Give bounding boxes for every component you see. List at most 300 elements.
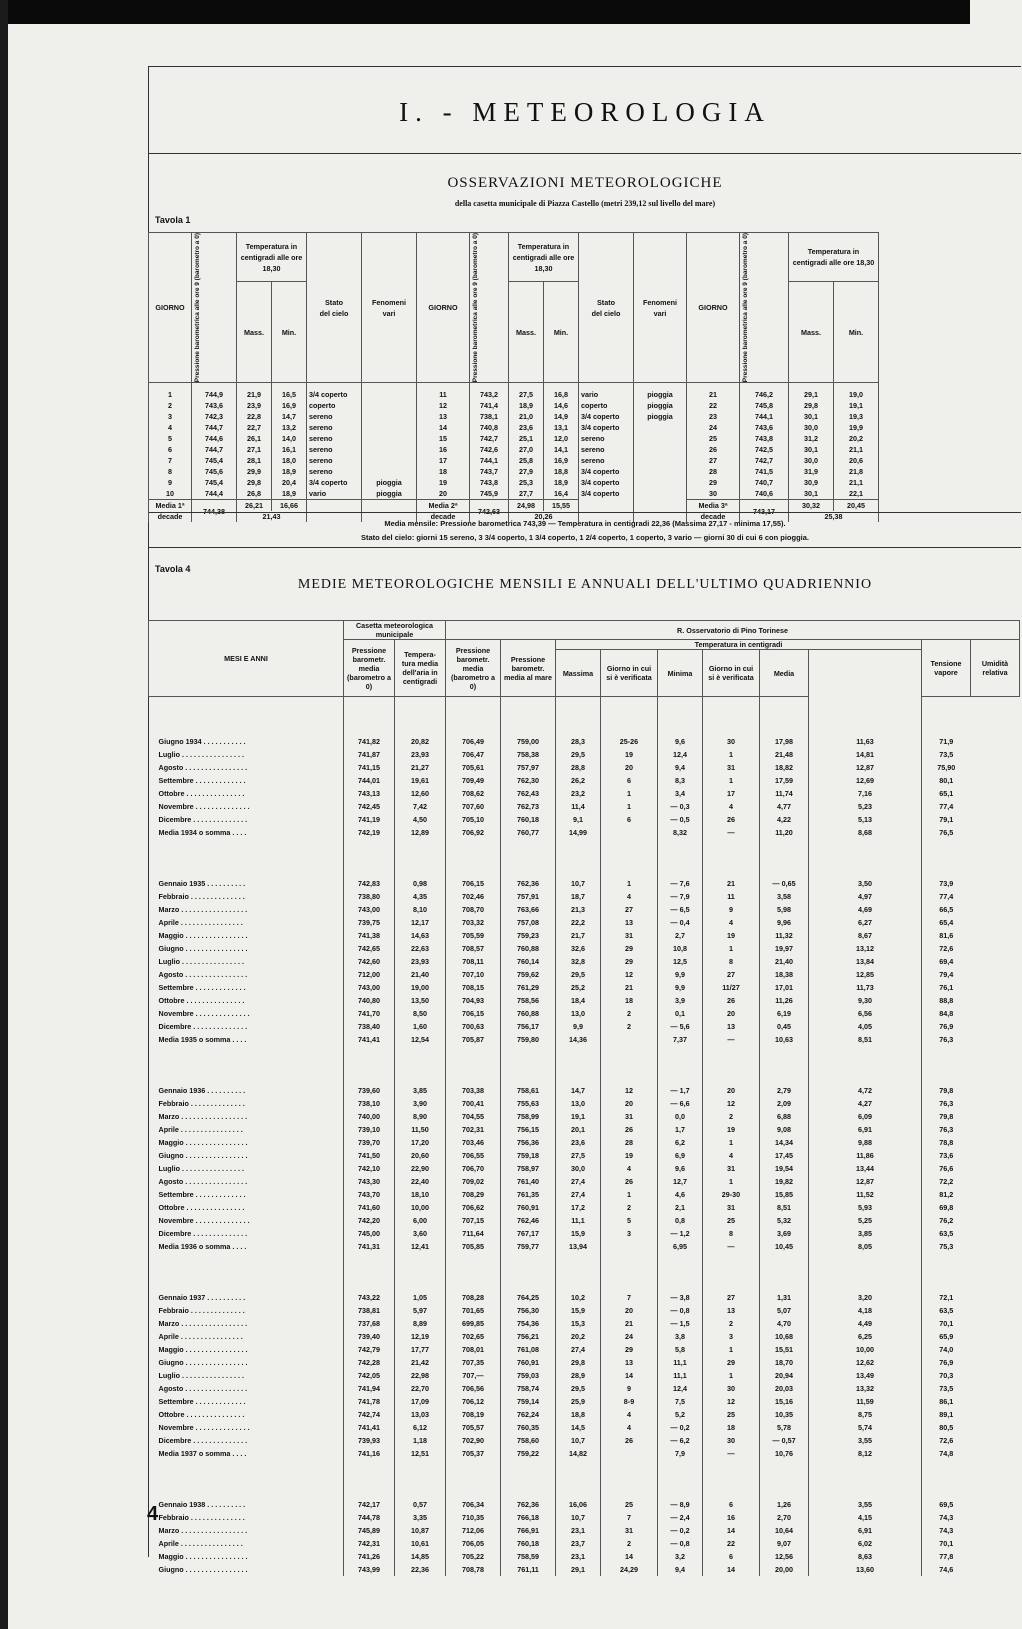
mean-cell: 5,07 [760, 1304, 809, 1317]
min-cell: — 0,2 [658, 1421, 703, 1434]
min-cell: 0,8 [658, 1214, 703, 1227]
temperature-cell: 5,97 [395, 1304, 446, 1317]
min-cell: 16,5 [272, 383, 307, 401]
month-name: Luglio . . . . . . . . . . . . . . . . [158, 1371, 244, 1380]
pressure-sea-cell: 759,62 [501, 968, 556, 981]
spacer-cell [922, 1460, 971, 1498]
max-day-cell: 3 [601, 1227, 658, 1240]
day-cell: 9 [149, 477, 192, 488]
table-row [149, 929, 1020, 942]
pressure-obs-cell: 704,55 [446, 1110, 501, 1123]
max-day-cell [601, 826, 658, 839]
pressure-obs-cell: 711,64 [446, 1227, 501, 1240]
day-cell: 7 [149, 455, 192, 466]
max-cell: 27,0 [509, 444, 544, 455]
min-cell: 6,2 [658, 1136, 703, 1149]
max-cell: 23,6 [509, 422, 544, 433]
min-day-cell: 29-30 [703, 1188, 760, 1201]
pressure-cell: 741,15 [344, 761, 395, 774]
day-cell: 13 [417, 411, 470, 422]
min-day-cell: 12 [703, 1097, 760, 1110]
max-day-cell: 31 [601, 1110, 658, 1123]
pressure-cell: 742,5 [740, 444, 789, 455]
humidity-cell: 76,9 [922, 1356, 971, 1369]
spacer-cell [703, 1046, 760, 1084]
temperature-cell: 21,42 [395, 1356, 446, 1369]
mean-cell: 11,26 [760, 994, 809, 1007]
min-day-cell: 12 [703, 1395, 760, 1408]
spacer-cell [760, 1253, 809, 1291]
spacer-cell [760, 1460, 809, 1498]
month-name: Dicembre . . . . . . . . . . . . . . [158, 1022, 248, 1031]
pressure-sea-cell: 761,29 [501, 981, 556, 994]
min-day-cell: 4 [703, 800, 760, 813]
month-name: Gennaio 1937 . . . . . . . . . . [158, 1293, 246, 1302]
humidity-cell: 76,3 [922, 1097, 971, 1110]
table-row [149, 903, 1020, 916]
table-row [149, 1511, 1020, 1524]
max-day-cell: 29 [601, 942, 658, 955]
spacer-cell [344, 697, 395, 736]
day-cell: 19 [417, 477, 470, 488]
spacer-cell [395, 1046, 446, 1084]
table-row [149, 1550, 1020, 1563]
max-cell: 26,8 [237, 488, 272, 500]
mean-cell: 21,48 [760, 748, 809, 761]
spacer-cell [149, 1046, 344, 1084]
vapour-cell: 8,63 [809, 1550, 922, 1563]
max-day-cell: 1 [601, 877, 658, 890]
max-cell: 11,4 [556, 800, 601, 813]
table-row [149, 1304, 1020, 1317]
day-cell: 12 [417, 400, 470, 411]
min-day-cell: 1 [703, 774, 760, 787]
max-day-cell: 24,29 [601, 1563, 658, 1576]
media-pressure: 743,17 [740, 500, 789, 523]
min-day-cell: 13 [703, 1020, 760, 1033]
table-row [149, 981, 1020, 994]
mean-cell: 15,51 [760, 1343, 809, 1356]
max-day-cell: 21 [601, 1317, 658, 1330]
spacer-cell [658, 697, 703, 736]
day-cell: 23 [687, 411, 740, 422]
temperature-cell: 22,63 [395, 942, 446, 955]
h-giorno-2: GIORNO [428, 303, 458, 313]
vapour-cell: 13,12 [809, 942, 922, 955]
pressure-obs-cell: 705,57 [446, 1421, 501, 1434]
pressure-obs-cell: 700,63 [446, 1020, 501, 1033]
vapour-cell: 5,74 [809, 1421, 922, 1434]
table-row [149, 455, 879, 466]
table4-title: MEDIE METEOROLOGICHE MENSILI E ANNUALI DELL'ULTIMO QUADRIENNIO [297, 577, 873, 592]
humidity-cell: 79,1 [922, 813, 971, 826]
spacer-cell [149, 1253, 344, 1291]
pressure-obs-cell: 703,32 [446, 916, 501, 929]
pressure-obs-cell: 708,29 [446, 1188, 501, 1201]
table-row [149, 1033, 1020, 1046]
vapour-cell: 12,85 [809, 968, 922, 981]
max-cell: 25,9 [556, 1395, 601, 1408]
day-cell: 1 [149, 383, 192, 401]
min-day-cell: 20 [703, 1084, 760, 1097]
spacer-cell [556, 1046, 601, 1084]
pressure-cell: 742,28 [344, 1356, 395, 1369]
pressure-cell: 741,5 [740, 466, 789, 477]
month-name: Settembre . . . . . . . . . . . . . [158, 1190, 246, 1199]
day-cell: 3 [149, 411, 192, 422]
day-cell: 20 [417, 488, 470, 500]
day-cell: 18 [417, 466, 470, 477]
table-row [149, 1227, 1020, 1240]
table-row [149, 411, 879, 422]
month-name: Gennaio 1935 . . . . . . . . . . [158, 879, 246, 888]
pressure-obs-cell: 712,06 [446, 1524, 501, 1537]
pressure-sea-cell: 758,60 [501, 1434, 556, 1447]
table-row [149, 787, 1020, 800]
max-cell: 30,1 [789, 488, 834, 500]
month-name: Luglio . . . . . . . . . . . . . . . . [158, 1164, 244, 1173]
phenomena-cell [362, 444, 417, 455]
phenomena-cell: pioggia [362, 488, 417, 500]
mean-cell: 5,98 [760, 903, 809, 916]
temperature-cell: 13,03 [395, 1408, 446, 1421]
temperature-cell: 3,90 [395, 1097, 446, 1110]
table-row [149, 942, 1020, 955]
min-cell: 7,37 [658, 1033, 703, 1046]
pressure-sea-cell: 762,36 [501, 1498, 556, 1511]
sky-cell: sereno [307, 444, 362, 455]
sky-cell: 3/4 coperto [307, 477, 362, 488]
table-row [149, 1020, 1020, 1033]
pressure-cell: 744,7 [192, 444, 237, 455]
max-day-cell: 4 [601, 1421, 658, 1434]
spacer-cell [922, 697, 971, 736]
min-day-cell: 17 [703, 787, 760, 800]
sky-cell: 3/4 coperto [579, 422, 634, 433]
pressure-obs-cell: 709,02 [446, 1175, 501, 1188]
max-day-cell: 29 [601, 1343, 658, 1356]
mean-cell: 11,20 [760, 826, 809, 839]
spacer-cell [703, 1253, 760, 1291]
vapour-cell: 12,87 [809, 761, 922, 774]
temperature-cell: 12,51 [395, 1447, 446, 1460]
media-min: 16,66 [272, 500, 307, 512]
humidity-cell: 75,3 [922, 1240, 971, 1253]
pressure-cell: 742,83 [344, 877, 395, 890]
media-pressure: 744,38 [192, 500, 237, 523]
temperature-cell: 8,89 [395, 1317, 446, 1330]
table-row [149, 1369, 1020, 1382]
h-giorno: GIORNO [155, 303, 185, 313]
max-cell: 13,0 [556, 1097, 601, 1110]
vapour-cell: 9,88 [809, 1136, 922, 1149]
table4 [148, 620, 1020, 1576]
temperature-cell: 10,87 [395, 1524, 446, 1537]
sky-cell: vario [307, 488, 362, 500]
vapour-cell: 11,59 [809, 1395, 922, 1408]
max-cell: 14,7 [556, 1084, 601, 1097]
pressure-cell: 742,19 [344, 826, 395, 839]
min-day-cell: 1 [703, 1136, 760, 1149]
max-day-cell: 2 [601, 1537, 658, 1550]
min-cell: — 0,8 [658, 1537, 703, 1550]
summary-line-1: Media mensile: Pressione barometrica 743,39 — Temperatura in centigradi 22,36 (Massima 27,17 - minima 17,55). [384, 519, 786, 528]
min-cell: 5,2 [658, 1408, 703, 1421]
temperature-cell: 10,00 [395, 1201, 446, 1214]
temperature-cell: 8,10 [395, 903, 446, 916]
pressure-cell: 741,78 [344, 1395, 395, 1408]
sky-cell: sereno [307, 466, 362, 477]
table-row [149, 890, 1020, 903]
max-cell: 22,7 [237, 422, 272, 433]
min-cell: — 6,6 [658, 1097, 703, 1110]
phenomena-cell [634, 444, 687, 455]
humidity-cell: 89,1 [922, 1408, 971, 1421]
h-min-2: Min. [553, 327, 569, 337]
table-row [149, 761, 1020, 774]
day-cell: 10 [149, 488, 192, 500]
table-row [149, 1110, 1020, 1123]
min-cell: 14,6 [544, 400, 579, 411]
min-cell: 19,0 [834, 383, 879, 401]
pressure-cell: 738,40 [344, 1020, 395, 1033]
max-cell: 22,8 [237, 411, 272, 422]
pressure-cell: 739,75 [344, 916, 395, 929]
day-cell: 2 [149, 400, 192, 411]
pressure-sea-cell: 759,22 [501, 1447, 556, 1460]
min-cell: 9,4 [658, 761, 703, 774]
h-mass-2: Mass. [516, 327, 536, 337]
max-day-cell: 2 [601, 1007, 658, 1020]
max-day-cell: 31 [601, 929, 658, 942]
month-name: Gennaio 1936 . . . . . . . . . . [158, 1086, 246, 1095]
min-day-cell: 9 [703, 903, 760, 916]
vapour-cell: 11,73 [809, 981, 922, 994]
max-day-cell: 14 [601, 1369, 658, 1382]
pressure-cell: 741,26 [344, 1550, 395, 1563]
h-temperatura: Temperatura in centigradi alle ore 18,30 [240, 241, 303, 273]
temperature-cell: 1,18 [395, 1434, 446, 1447]
temperature-cell: 3,35 [395, 1511, 446, 1524]
mean-cell: 5,78 [760, 1421, 809, 1434]
pressure-cell: 740,80 [344, 994, 395, 1007]
h-mass: Mass. [244, 327, 264, 337]
min-cell: 18,9 [544, 477, 579, 488]
min-day-cell: — [703, 1033, 760, 1046]
pressure-obs-cell: 705,37 [446, 1447, 501, 1460]
day-cell: 29 [687, 477, 740, 488]
humidity-cell: 73,5 [922, 1382, 971, 1395]
min-cell: 16,9 [544, 455, 579, 466]
max-day-cell: 25 [601, 1498, 658, 1511]
mean-cell: 9,96 [760, 916, 809, 929]
min-day-cell: 4 [703, 916, 760, 929]
temperature-cell: 12,60 [395, 787, 446, 800]
h4-temperatura: Tempera- tura media dell'aria in centigradi [401, 650, 439, 686]
max-day-cell: 4 [601, 890, 658, 903]
min-cell: 6,9 [658, 1149, 703, 1162]
spacer-cell [760, 697, 809, 736]
max-cell: 30,1 [789, 411, 834, 422]
month-name: Dicembre . . . . . . . . . . . . . . [158, 815, 248, 824]
month-name: Ottobre . . . . . . . . . . . . . . . [158, 996, 245, 1005]
pressure-cell: 740,7 [740, 477, 789, 488]
spacer-cell [344, 1046, 395, 1084]
temperature-cell: 0,57 [395, 1498, 446, 1511]
min-cell: 5,8 [658, 1343, 703, 1356]
pressure-cell: 743,30 [344, 1175, 395, 1188]
max-cell: 31,2 [789, 433, 834, 444]
table-row [149, 1356, 1020, 1369]
max-cell: 30,0 [789, 422, 834, 433]
max-cell: 23,9 [237, 400, 272, 411]
max-cell: 13,94 [556, 1240, 601, 1253]
sky-cell: 3/4 coperto [579, 466, 634, 477]
spacer-cell [601, 697, 658, 736]
humidity-cell: 74,8 [922, 1447, 971, 1460]
h4-media: Media [773, 668, 795, 678]
min-day-cell: — [703, 826, 760, 839]
min-day-cell: 22 [703, 1537, 760, 1550]
pressure-cell: 738,80 [344, 890, 395, 903]
spacer-cell [556, 1460, 601, 1498]
pressure-obs-cell: 707,— [446, 1369, 501, 1382]
humidity-cell: 72,6 [922, 1434, 971, 1447]
min-cell: 1,7 [658, 1123, 703, 1136]
pressure-cell: 745,8 [740, 400, 789, 411]
max-cell: 16,06 [556, 1498, 601, 1511]
h-temperatura-3: Temperatura in centigradi alle ore 18,30 [792, 247, 875, 267]
pressure-obs-cell: 706,47 [446, 748, 501, 761]
spacer-cell [703, 1460, 760, 1498]
max-day-cell: 14 [601, 1550, 658, 1563]
table-row [149, 444, 879, 455]
phenomena-cell [634, 466, 687, 477]
pressure-obs-cell: 705,10 [446, 813, 501, 826]
temperature-cell: 23,93 [395, 955, 446, 968]
temperature-cell: 0,98 [395, 877, 446, 890]
month-name: Agosto . . . . . . . . . . . . . . . . [158, 1177, 248, 1186]
max-cell: 23,2 [556, 787, 601, 800]
humidity-cell: 73,9 [922, 877, 971, 890]
table-row [149, 1317, 1020, 1330]
spacer-cell [556, 697, 601, 736]
max-day-cell: 19 [601, 748, 658, 761]
humidity-cell: 73,6 [922, 1149, 971, 1162]
min-cell: 3,9 [658, 994, 703, 1007]
temperature-cell: 6,00 [395, 1214, 446, 1227]
pressure-cell: 739,40 [344, 1330, 395, 1343]
spacer-cell [446, 1046, 501, 1084]
phenomena-cell [362, 383, 417, 401]
sky-cell: sereno [579, 455, 634, 466]
max-cell: 32,6 [556, 942, 601, 955]
spacer-cell [809, 1046, 922, 1084]
media-avg: 20,26 [509, 511, 579, 522]
max-day-cell: 20 [601, 1304, 658, 1317]
mean-cell: 20,94 [760, 1369, 809, 1382]
month-name: Maggio . . . . . . . . . . . . . . . . [158, 931, 248, 940]
min-day-cell: — [703, 1240, 760, 1253]
max-cell: 10,7 [556, 1511, 601, 1524]
max-cell: 29,5 [556, 1382, 601, 1395]
pressure-cell: 745,4 [192, 455, 237, 466]
min-cell: 9,9 [658, 981, 703, 994]
max-cell: 27,7 [509, 488, 544, 500]
pressure-cell: 742,05 [344, 1369, 395, 1382]
max-day-cell: 21 [601, 981, 658, 994]
min-day-cell: 2 [703, 1317, 760, 1330]
humidity-cell: 80,1 [922, 774, 971, 787]
humidity-cell: 76,6 [922, 1162, 971, 1175]
table-row [149, 1214, 1020, 1227]
pressure-cell: 744,9 [192, 383, 237, 401]
day-cell: 26 [687, 444, 740, 455]
vapour-cell: 13,60 [809, 1563, 922, 1576]
table-row [149, 1240, 1020, 1253]
pressure-cell: 741,70 [344, 1007, 395, 1020]
min-day-cell: 13 [703, 1304, 760, 1317]
temperature-cell: 12,19 [395, 1330, 446, 1343]
pressure-obs-cell: 708,78 [446, 1563, 501, 1576]
mean-cell: 18,70 [760, 1356, 809, 1369]
mean-cell: 17,98 [760, 735, 809, 748]
max-day-cell: 13 [601, 1356, 658, 1369]
table-row [149, 1343, 1020, 1356]
pressure-cell: 742,74 [344, 1408, 395, 1421]
min-cell: 21,8 [834, 466, 879, 477]
table-row [149, 1524, 1020, 1537]
max-cell: 9,1 [556, 813, 601, 826]
max-day-cell: 6 [601, 774, 658, 787]
humidity-cell: 88,8 [922, 994, 971, 1007]
phenomena-cell [362, 411, 417, 422]
min-day-cell: 29 [703, 1356, 760, 1369]
pressure-cell: 741,87 [344, 748, 395, 761]
pressure-cell: 741,82 [344, 735, 395, 748]
humidity-cell: 74,0 [922, 1343, 971, 1356]
max-day-cell: 1 [601, 1188, 658, 1201]
min-cell: 14,0 [272, 433, 307, 444]
day-cell: 8 [149, 466, 192, 477]
pressure-sea-cell: 761,11 [501, 1563, 556, 1576]
pressure-cell: 744,6 [192, 433, 237, 444]
table-row [149, 1007, 1020, 1020]
temperature-cell: 14,63 [395, 929, 446, 942]
min-cell: 0,0 [658, 1110, 703, 1123]
table-row [149, 383, 879, 401]
h4-osservatorio: R. Osservatorio di Pino Torinese [677, 625, 788, 635]
min-cell: 13,1 [544, 422, 579, 433]
h4-tensione: Tensione vapore [930, 659, 962, 677]
pressure-sea-cell: 756,21 [501, 1330, 556, 1343]
temperature-cell: 20,60 [395, 1149, 446, 1162]
sky-cell: sereno [307, 422, 362, 433]
day-cell: 27 [687, 455, 740, 466]
mean-cell: 15,85 [760, 1188, 809, 1201]
min-day-cell: 20 [703, 1007, 760, 1020]
max-cell: 25,1 [509, 433, 544, 444]
pressure-cell: 742,79 [344, 1343, 395, 1356]
mean-cell: 1,26 [760, 1498, 809, 1511]
max-cell: 15,9 [556, 1227, 601, 1240]
temperature-cell: 12,54 [395, 1033, 446, 1046]
min-cell: — 0,4 [658, 916, 703, 929]
pressure-sea-cell: 756,36 [501, 1136, 556, 1149]
pressure-cell: 712,00 [344, 968, 395, 981]
max-cell: 31,9 [789, 466, 834, 477]
min-cell: — 6,2 [658, 1434, 703, 1447]
